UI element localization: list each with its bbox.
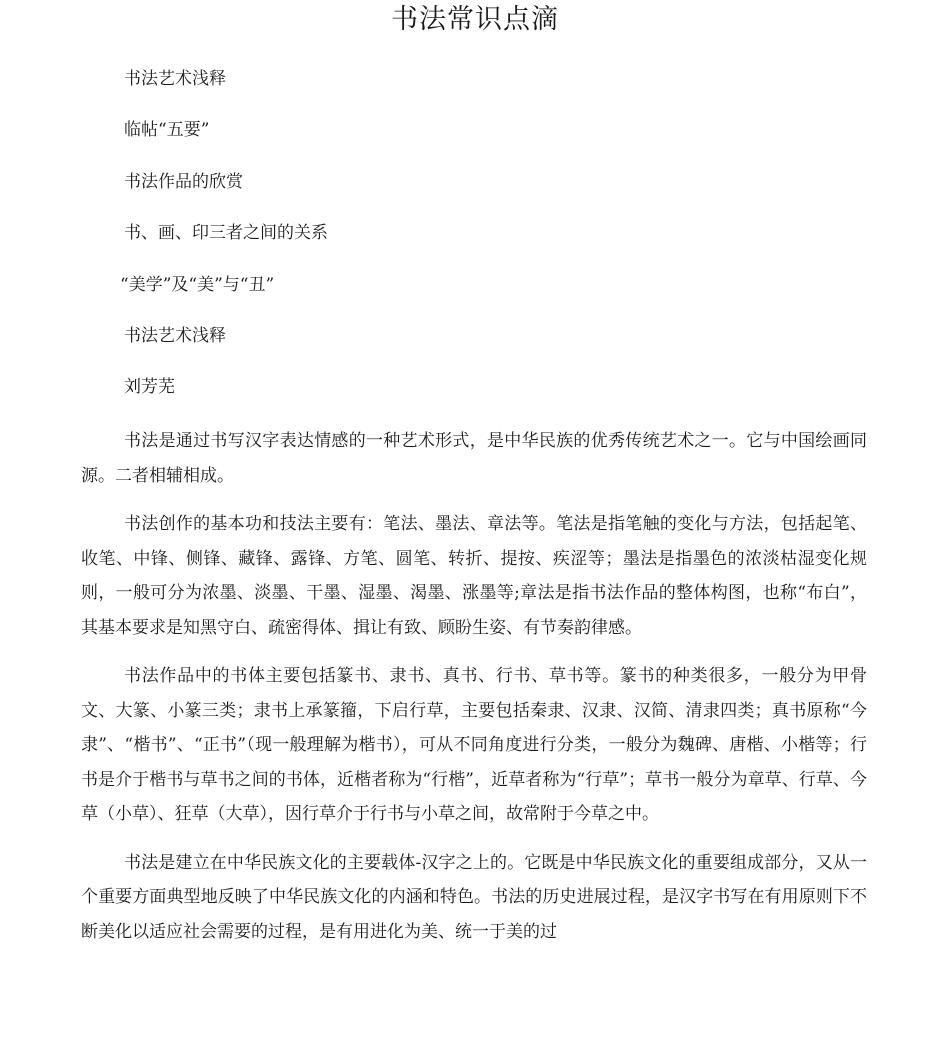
toc-item: “美学”及“美”与“丑” [120, 274, 275, 295]
body-text [81, 424, 867, 963]
toc-item: 书、画、印三者之间的关系 [124, 223, 328, 244]
paragraph: 书法作品中的书体主要包括篆书、隶书、真书、行书、草书等。篆书的种类很多，一般分为甲骨文、大篆、小篆三类；隶书上承篆籀，下启行草，主要包括秦隶、汉隶、汉简、清隶四类；真书原称“今隶”、“楷书”、“正书”（现一般理解为楷书），可从不同角度进行分类，一般分为魏碑、唐楷、小楷等；行书是介于楷书与草书之间的书体，近楷者称为“行楷”，近草者称为“行草”；草书一般分为章草、行草、今草（小草）、狂草（大草），因行草介于行书与小草之间，故常附于今草之中。 [81, 666, 867, 824]
section-heading: 书法艺术浅释 [124, 325, 226, 346]
toc-item: 书法作品的欣赏 [124, 171, 243, 192]
paragraph: 书法是通过书写汉字表达情感的一种艺术形式，是中华民族的优秀传统艺术之一。它与中国绘画同源。二者相辅相成。 [81, 431, 867, 486]
toc-item: 书法艺术浅释 [124, 69, 226, 89]
table-of-contents [120, 67, 328, 427]
paragraph: 书法创作的基本功和技法主要有：笔法、墨法、章法等。笔法是指笔触的变化与方法，包括起笔、收笔、中锋、侧锋、藏锋、露锋、方笔、圆笔、转折、提按、疾涩等；墨法是指墨色的浓淡枯湿变化规则，一般可分为浓墨、淡墨、干墨、湿墨、渴墨、涨墨等;章法是指书法作品的整体构图，也称“布白”，其基本要求是知黑守白、疏密得体、揖让有致、顾盼生姿、有节奏韵律感。 [81, 514, 867, 638]
toc-item: 临帖“五要” [124, 120, 210, 141]
document-title: 书法常识点滴 [391, 4, 559, 35]
paragraph: 书法是建立在中华民族文化的主要载体-汉字之上的。它既是中华民族文化的重要组成部分，又从一个重要方面典型地反映了中华民族文化的内涵和特色。书法的历史进展过程，是汉字书写在有用原则下不断美化以适应社会需要的过程，是有用进化为美、统一于美的过 [81, 852, 867, 942]
author-name: 刘芳芜 [124, 377, 175, 398]
